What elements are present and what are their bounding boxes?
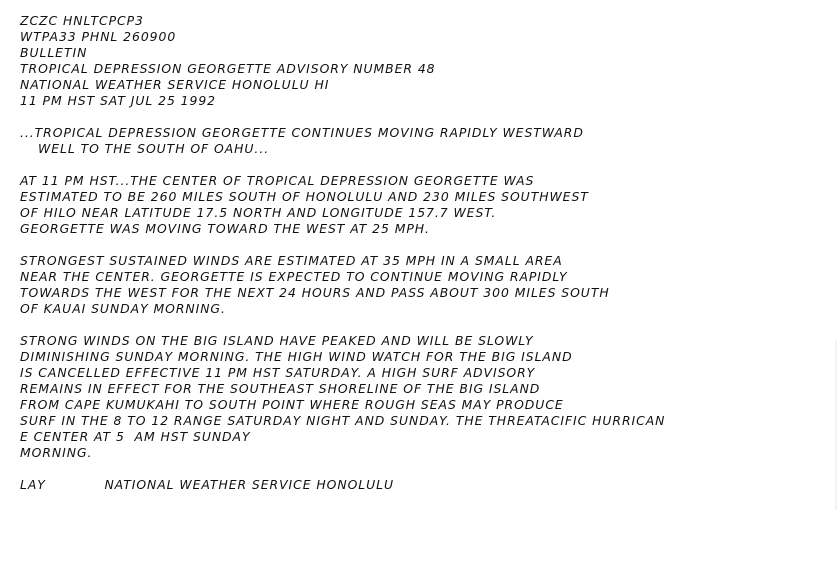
headline-line-2: WELL TO THE SOUTH OF OAHU... [38, 141, 270, 156]
paragraph-2-line-1: STRONGEST SUSTAINED WINDS ARE ESTIMATED AT 35 MPH IN A SMALL AREA [20, 253, 563, 268]
paragraph-3-line-3: IS CANCELLED EFFECTIVE 11 PM HST SATURDAY. A HIGH SURF ADVISORY [20, 365, 536, 380]
paragraph-3-line-5: FROM CAPE KUMUKAHI TO SOUTH POINT WHERE ROUGH SEAS MAY PRODUCE [20, 397, 564, 412]
header-line-3: BULLETIN [20, 45, 88, 60]
paragraph-1-line-1: AT 11 PM HST...THE CENTER OF TROPICAL DEPRESSION GEORGETTE WAS [20, 173, 535, 188]
paragraph-2-line-2: NEAR THE CENTER. GEORGETTE IS EXPECTED TO CONTINUE MOVING RAPIDLY [20, 269, 568, 284]
paragraph-3-line-2: DIMINISHING SUNDAY MORNING. THE HIGH WIND WATCH FOR THE BIG ISLAND [20, 349, 573, 364]
headline-line-1: ...TROPICAL DEPRESSION GEORGETTE CONTINUES MOVING RAPIDLY WESTWARD [20, 125, 584, 140]
header-line-6: 11 PM HST SAT JUL 25 1992 [20, 93, 216, 108]
paragraph-1-line-2: ESTIMATED TO BE 260 MILES SOUTH OF HONOLULU AND 230 MILES SOUTHWEST [20, 189, 589, 204]
header-line-4: TROPICAL DEPRESSION GEORGETTE ADVISORY NUMBER 48 [20, 61, 436, 76]
signature-line: LAY NATIONAL WEATHER SERVICE HONOLULU [20, 477, 395, 492]
paragraph-1-line-3: OF HILO NEAR LATITUDE 17.5 NORTH AND LONGITUDE 157.7 WEST. [20, 205, 497, 220]
header-line-2: WTPA33 PHNL 260900 [20, 29, 177, 44]
paragraph-2-line-3: TOWARDS THE WEST FOR THE NEXT 24 HOURS AND PASS ABOUT 300 MILES SOUTH [20, 285, 610, 300]
paragraph-3-line-8: MORNING. [20, 445, 93, 460]
paragraph-3-line-6: SURF IN THE 8 TO 12 RANGE SATURDAY NIGHT AND SUNDAY. THE THREATACIFIC HURRICAN [20, 413, 666, 428]
paragraph-3-line-4: REMAINS IN EFFECT FOR THE SOUTHEAST SHORELINE OF THE BIG ISLAND [20, 381, 541, 396]
paragraph-1-line-4: GEORGETTE WAS MOVING TOWARD THE WEST AT 25 MPH. [20, 221, 430, 236]
paragraph-2-line-4: OF KAUAI SUNDAY MORNING. [20, 301, 226, 316]
header-line-5: NATIONAL WEATHER SERVICE HONOLULU HI [20, 77, 330, 92]
paragraph-3-line-1: STRONG WINDS ON THE BIG ISLAND HAVE PEAKED AND WILL BE SLOWLY [20, 333, 534, 348]
header-line-1: ZCZC HNLTCPCP3 [20, 13, 144, 28]
paragraph-3-line-7: E CENTER AT 5 AM HST SUNDAY [20, 429, 251, 444]
